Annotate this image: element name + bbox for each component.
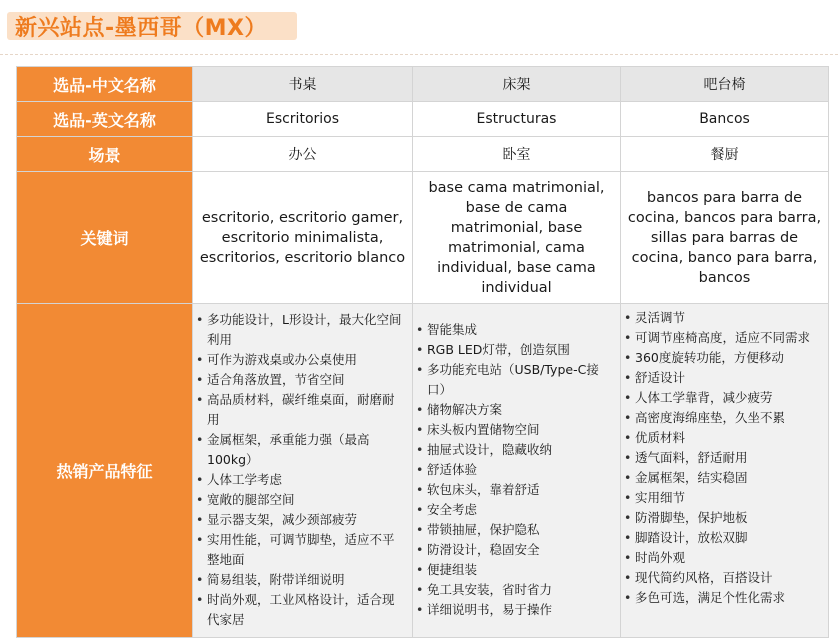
cell-keywords-bedframe: base cama matrimonial, base de cama matrimonial, base matrimonial, cama individual, base cama individual	[413, 172, 621, 304]
cell-scene-desk: 办公	[193, 137, 413, 172]
feature-item: • 可作为游戏桌或办公桌使用	[207, 350, 402, 370]
cell-cn-bedframe: 床架	[413, 67, 621, 102]
cell-en-bedframe: Estructuras	[413, 102, 621, 137]
cell-keywords-desk: escritorio, escritorio gamer, escritorio minimalista, escritorios, escritorio blanco	[193, 172, 413, 304]
feature-item: • 人体工学考虑	[207, 470, 402, 490]
row-scene	[17, 137, 829, 172]
cell-scene-barstool: 餐厨	[621, 137, 829, 172]
cell-features-bedframe	[413, 304, 621, 638]
feature-item: • 多功能设计，L形设计，最大化空间利用	[207, 310, 402, 350]
cell-cn-desk: 书桌	[193, 67, 413, 102]
feature-item: • 高品质材料，碳纤维桌面，耐磨耐用	[207, 390, 402, 430]
feature-item: • 软包床头，靠着舒适	[427, 480, 610, 500]
feature-item: • 便捷组装	[427, 560, 610, 580]
row-header-en-name: 选品-英文名称	[17, 102, 193, 137]
page-title: 新兴站点-墨西哥（MX）	[15, 16, 267, 41]
row-header-features: 热销产品特征	[17, 304, 193, 638]
cell-features-desk	[193, 304, 413, 638]
feature-item: • 人体工学靠背，减少疲劳	[635, 388, 818, 408]
feature-item: • 时尚外观	[635, 548, 818, 568]
cell-features-barstool	[621, 304, 829, 638]
row-header-scene: 场景	[17, 137, 193, 172]
feature-item: • 实用细节	[635, 488, 818, 508]
feature-item: • 显示器支架，减少颈部疲劳	[207, 510, 402, 530]
feature-item: • 可调节座椅高度，适应不同需求	[635, 328, 818, 348]
feature-item: • 床头板内置储物空间	[427, 420, 610, 440]
product-table	[16, 66, 829, 638]
feature-item: • RGB LED灯带，创造氛围	[427, 340, 610, 360]
cell-en-desk: Escritorios	[193, 102, 413, 137]
feature-item: • 安全考虑	[427, 500, 610, 520]
row-en-name	[17, 102, 829, 137]
cell-cn-barstool: 吧台椅	[621, 67, 829, 102]
cell-keywords-barstool: bancos para barra de cocina, bancos para barra, sillas para barras de cocina, banco para barra, bancos	[621, 172, 829, 304]
feature-item: • 脚踏设计，放松双脚	[635, 528, 818, 548]
feature-item: • 防滑脚垫，保护地板	[635, 508, 818, 528]
row-header-keywords: 关键词	[17, 172, 193, 304]
feature-item: • 储物解决方案	[427, 400, 610, 420]
feature-item: • 宽敞的腿部空间	[207, 490, 402, 510]
title-divider	[0, 54, 838, 55]
feature-item: • 舒适设计	[635, 368, 818, 388]
row-keywords	[17, 172, 829, 304]
feature-item: • 适合角落放置，节省空间	[207, 370, 402, 390]
feature-item: • 多色可选，满足个性化需求	[635, 588, 818, 608]
feature-item: • 舒适体验	[427, 460, 610, 480]
feature-item: • 优质材料	[635, 428, 818, 448]
feature-list-bedframe	[413, 304, 620, 620]
feature-item: • 多功能充电站（USB/Type-C接口）	[427, 360, 610, 400]
feature-item: • 抽屉式设计，隐藏收纳	[427, 440, 610, 460]
feature-item: • 360度旋转功能，方便移动	[635, 348, 818, 368]
row-features	[17, 304, 829, 638]
feature-item: • 免工具安装，省时省力	[427, 580, 610, 600]
feature-item: • 实用性能，可调节脚垫，适应不平整地面	[207, 530, 402, 570]
row-cn-name	[17, 67, 829, 102]
feature-item: • 现代简约风格，百搭设计	[635, 568, 818, 588]
feature-item: • 金属框架，结实稳固	[635, 468, 818, 488]
feature-item: • 带锁抽屉，保护隐私	[427, 520, 610, 540]
cell-scene-bedframe: 卧室	[413, 137, 621, 172]
title-section	[0, 0, 838, 64]
feature-item: • 灵活调节	[635, 308, 818, 328]
feature-item: • 简易组装，附带详细说明	[207, 570, 402, 590]
feature-list-desk	[193, 304, 412, 630]
row-header-cn-name: 选品-中文名称	[17, 67, 193, 102]
feature-item: • 透气面料，舒适耐用	[635, 448, 818, 468]
feature-item: • 详细说明书，易于操作	[427, 600, 610, 620]
feature-item: • 金属框架，承重能力强（最高100kg）	[207, 430, 402, 470]
cell-en-barstool: Bancos	[621, 102, 829, 137]
feature-item: • 防滑设计，稳固安全	[427, 540, 610, 560]
feature-item: • 时尚外观，工业风格设计，适合现代家居	[207, 590, 402, 630]
feature-item: • 智能集成	[427, 320, 610, 340]
feature-item: • 高密度海绵座垫，久坐不累	[635, 408, 818, 428]
feature-list-barstool	[621, 304, 828, 608]
